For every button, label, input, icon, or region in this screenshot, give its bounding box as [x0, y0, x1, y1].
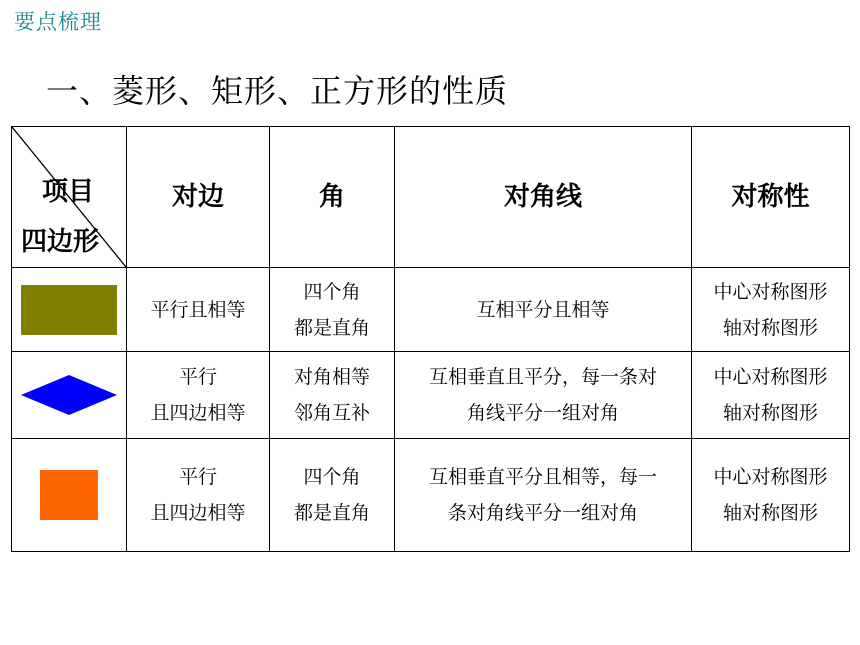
rectangle-shape: [21, 285, 117, 335]
corner-item-label: 项目: [42, 177, 95, 207]
symmetry-text-line2: 轴对称图形: [722, 402, 818, 424]
sides-text-line1: 平行: [178, 366, 217, 388]
angles-text-line2: 都是直角: [293, 316, 370, 339]
diagonals-cell: [395, 268, 692, 352]
symmetry-cell: [692, 268, 850, 352]
diagonals-text-line2: 角线平分一组对角: [466, 402, 619, 424]
corner-header-cell: [12, 127, 127, 268]
angles-cell: [270, 268, 395, 352]
column-header-diagonals: 对角线: [395, 127, 692, 268]
sides-text-line2: 且四边相等: [150, 402, 246, 424]
properties-table: [11, 126, 850, 552]
diagonals-cell: [395, 439, 692, 552]
angles-text-line2: 邻角互补: [293, 402, 370, 424]
table-row-rectangle: [12, 268, 850, 352]
sides-cell: [127, 352, 270, 439]
table-row-square: [12, 439, 850, 552]
symmetry-cell: [692, 439, 850, 552]
angles-cell: [270, 439, 395, 552]
diagonals-text-line1: 互相垂直且平分，每一条对: [428, 366, 657, 388]
angles-text-line2: 都是直角: [293, 502, 370, 524]
diagonals-text-line2: 条对角线平分一组对角: [447, 502, 638, 524]
symmetry-text-line2: 轴对称图形: [722, 502, 818, 524]
symmetry-text-line1: 中心对称图形: [713, 366, 828, 388]
sides-text-line2: 且四边相等: [150, 502, 246, 524]
diagonals-cell: [395, 352, 692, 439]
column-header-angles: 角: [270, 127, 395, 268]
sides-text: 平行且相等: [150, 298, 246, 321]
symmetry-cell: [692, 352, 850, 439]
angles-cell: [270, 352, 395, 439]
table-header-row: [12, 127, 850, 268]
column-header-sides: 对边: [127, 127, 270, 268]
angles-text-line1: 四个角: [303, 466, 361, 488]
diagonals-text: 互相平分且相等: [476, 298, 610, 321]
symmetry-text-line1: 中心对称图形: [713, 280, 828, 303]
diagonals-text-line1: 互相垂直平分且相等，每一: [428, 466, 657, 488]
square-fill: [40, 470, 98, 520]
header-label: 要点梳理: [14, 10, 102, 34]
symmetry-text-line2: 轴对称图形: [722, 316, 818, 339]
rectangle-fill: [21, 285, 117, 335]
rhombus-shape: [21, 375, 117, 415]
sides-text-line1: 平行: [178, 466, 217, 488]
shape-cell-square: [12, 439, 127, 552]
column-header-symmetry: 对称性: [692, 127, 850, 268]
section-title: 一、菱形、矩形、正方形的性质: [46, 72, 509, 110]
square-shape: [40, 470, 98, 520]
sides-cell: [127, 268, 270, 352]
corner-shape-label: 四边形: [21, 227, 100, 257]
table-row-rhombus: [12, 352, 850, 439]
angles-text-line1: 四个角: [303, 280, 361, 303]
rhombus-fill: [21, 375, 117, 415]
shape-cell-rhombus: [12, 352, 127, 439]
shape-cell-rectangle: [12, 268, 127, 352]
symmetry-text-line1: 中心对称图形: [713, 466, 828, 488]
sides-cell: [127, 439, 270, 552]
angles-text-line1: 对角相等: [293, 366, 370, 388]
